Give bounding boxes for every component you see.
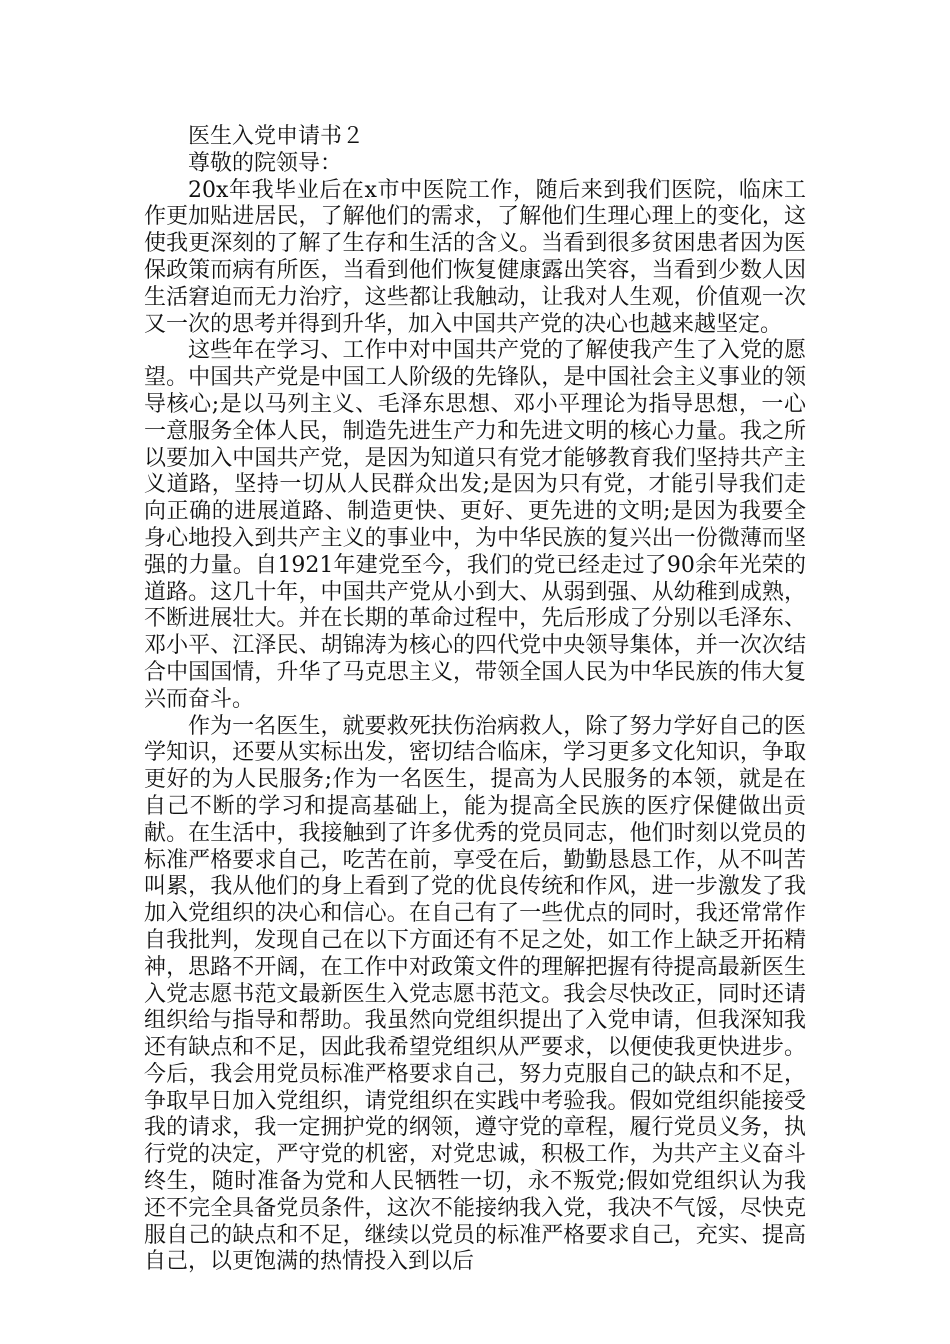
document-title: 医生入党申请书２ xyxy=(188,124,365,149)
paragraph-3: 作为一名医生，就要救死扶伤治病救人，除了努力学好自己的医学知识，还要从实标出发，密切结合临床，学习更多文化知识，争取更好的为人民服务;作为一名医生，提高为人民服务的本领，就是在自己不断的学习和提高基础上，能为提高全民族的医疗保健做出贡献。在生活中，我接触到了许多优秀的党员同志，他们时刻以党员的标准严格要求自己，吃苦在前，享受在后，勤勤恳恳工作，从不叫苦叫累，我从他们的身上看到了党的优良传统和作风，进一步激发了我加入党组织的决心和信心。在自己有了一些优点的同时，我还常常作自我批判，发现自己在以下方面还有不足之处，如工作上缺乏开拓精神，思路不开阔，在工作中对政策文件的理解把握有待提高最新医生入党志愿书范文最新医生入党志愿书范文。我会尽快改正，同时还请组织给与指导和帮助。我虽然向党组织提出了入党申请，但我深知我还有缺点和不足，因此我希望党组织从严要求，以便使我更快进步。今后，我会用党员标准严格要求自己，努力克服自己的缺点和不足，争取早日加入党组织，请党组织在实践中考验我。假如党组织能接受我的请求，我一定拥护党的纲领，遵守党的章程，履行党员义务，执行党的决定，严守党的机密，对党忠诚，积极工作，为共产主义奋斗终生，随时准备为党和人民牺牲一切，永不叛党;假如党组织认为我还不完全具备党员条件，这次不能接纳我入党，我决不气馁，尽快克服自己的缺点和不足，继续以党员的标准严格要求自己，充实、提高自己，以更饱满的热情投入到以后 xyxy=(144,713,806,1275)
document-body xyxy=(144,124,806,1276)
paragraph-1: 20x年我毕业后在x市中医院工作，随后来到我们医院，临床工作更加贴进居民，了解他们的需求，了解他们生理心理上的变化，这使我更深刻的了解了生存和生活的含义。当看到很多贫困患者因为医保政策而病有所医，当看到他们恢复健康露出笑容，当看到少数人因生活窘迫而无力治疗，这些都让我触动，让我对人生观，价值观一次又一次的思考并得到升华，加入中国共产党的决心也越来越坚定。 xyxy=(144,177,806,337)
paragraph-2: 这些年在学习、工作中对中国共产党的了解使我产生了入党的愿望。中国共产党是中国工人阶级的先锋队，是中国社会主义事业的领导核心;是以马列主义、毛泽东思想、邓小平理论为指导思想，一心一意服务全体人民，制造先进生产力和先进文明的核心力量。我之所以要加入中国共产党，是因为知道只有党才能够教育我们坚持共产主义道路，坚持一切从人民群众出发;是因为只有党，才能引导我们走向正确的进展道路、制造更快、更好、更先进的文明;是因为我要全身心地投入到共产主义的事业中，为中华民族的复兴出一份微薄而坚强的力量。自1921年建党至今，我们的党已经走过了90余年光荣的道路。这几十年，中国共产党从小到大、从弱到强、从幼稚到成熟，不断进展壮大。并在长期的革命过程中，先后形成了分别以毛泽东、邓小平、江泽民、胡锦涛为核心的四代党中央领导集体，并一次次结合中国国情，升华了马克思主义，带领全国人民为中华民族的伟大复兴而奋斗。 xyxy=(144,338,807,712)
salutation: 尊敬的院领导： xyxy=(188,150,343,176)
